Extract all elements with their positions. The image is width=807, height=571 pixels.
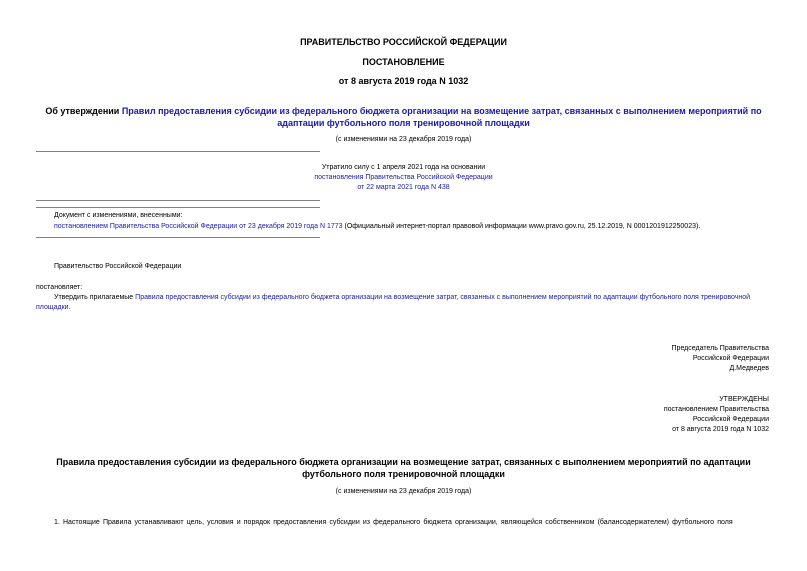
divider — [36, 237, 320, 238]
changes-rest: (Официальный интернет-портал правовой информации www.pravo.gov.ru, 25.12.2019, N 0001201912250023). — [342, 223, 701, 230]
divider — [36, 200, 320, 201]
expired-link-line1[interactable]: постановления Правительства Российской Федерации — [314, 174, 493, 181]
government-rf: Правительство Российской Федерации — [54, 263, 182, 270]
approve-paragraph — [36, 293, 770, 313]
divider — [36, 207, 320, 208]
expired-line: Утратило силу с 1 апреля 2021 года на основании — [321, 164, 486, 171]
expired-note — [0, 163, 807, 193]
approve-suffix: . — [68, 304, 71, 311]
title-rules-link[interactable]: Правил предоставления субсидии из федерального бюджета организации на возмещение затрат, связанных с выполнением мероприятий по адаптации футбольного поля тренировочной площадки — [121, 106, 762, 128]
divider — [36, 151, 320, 152]
approved-by: постановлением Правительства — [663, 406, 769, 413]
approved-label: УТВЕРЖДЕНЫ — [719, 396, 769, 403]
government-heading: ПРАВИТЕЛЬСТВО РОССИЙСКОЙ ФЕДЕРАЦИИ — [300, 37, 507, 47]
title-prefix: Об утверждении — [45, 106, 122, 116]
approved-block — [500, 395, 769, 435]
document-title — [36, 105, 771, 129]
signature-country: Российской Федерации — [692, 355, 769, 362]
changes-text — [54, 222, 774, 232]
postanovlyaet: постановляет: — [36, 284, 83, 291]
approve-prefix: Утвердить прилагаемые — [54, 294, 136, 301]
approved-country: Российской Федерации — [692, 416, 769, 423]
amendment-note: (с изменениями на 23 декабря 2019 года) — [335, 136, 472, 143]
approve-rules-link[interactable]: Правила предоставления субсидии из федерального бюджета организации на возмещение затрат, связанных с выполнением мероприятий по адаптации футбольного поля тренировочной площадки — [36, 294, 751, 311]
date-number-heading: от 8 августа 2019 года N 1032 — [338, 76, 469, 86]
rules-paragraph-1: 1. Настоящие Правила устанавливают цель, условия и порядок предоставления субсидии из федерального бюджета организации, являющейся собственником (балансодержателем) футбольного поля — [54, 519, 733, 526]
rules-title: Правила предоставления субсидии из федерального бюджета организации на возмещение затрат, связанных с выполнением мероприятий по адаптации футбольного поля тренировочной площадки — [56, 457, 751, 479]
approved-date: от 8 августа 2019 года N 1032 — [672, 426, 769, 433]
rules-amendment-note: (с изменениями на 23 декабря 2019 года) — [335, 488, 472, 495]
signature-block — [500, 344, 769, 374]
expired-link-line2[interactable]: от 22 марта 2021 года N 438 — [357, 184, 450, 191]
changes-link[interactable]: постановлением Правительства Российской Федерации от 23 декабря 2019 года N 1773 — [54, 223, 343, 230]
signature-position: Председатель Правительства — [671, 345, 769, 352]
doc-type-heading: ПОСТАНОВЛЕНИЕ — [362, 57, 445, 67]
signature-name: Д.Медведев — [729, 365, 769, 372]
changes-label: Документ с изменениями, внесенными: — [54, 212, 183, 219]
